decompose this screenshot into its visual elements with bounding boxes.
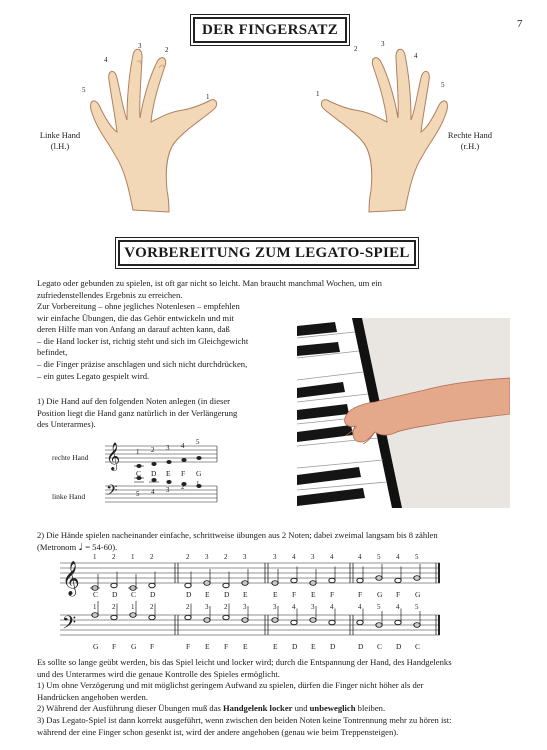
- bass-finger: 4: [358, 603, 362, 611]
- left-finger-2: 2: [165, 46, 169, 54]
- treble-letter: E: [205, 590, 210, 599]
- bass-note: [395, 620, 401, 625]
- left-hand-label: [30, 130, 90, 152]
- svg-text:𝄞: 𝄞: [62, 561, 80, 596]
- closing-line: und des Unterarmes wird die genaue Kontrolle des Spieles ermöglicht.: [37, 668, 280, 679]
- treble-finger: 1: [131, 553, 135, 561]
- right-hand-label: [440, 130, 500, 152]
- right-finger-5: 5: [441, 81, 445, 89]
- left-hand-illustration: [85, 40, 220, 215]
- bass-finger: 4: [292, 603, 296, 611]
- lh-finger: 4: [151, 488, 155, 496]
- bass-fingerings: [60, 603, 460, 613]
- bass-finger: 3: [273, 603, 277, 611]
- prep-line: deren Hilfe man von Anfang an darauf achten kann, daß: [37, 324, 230, 335]
- closing-line: 3) Das Legato-Spiel ist dann korrekt ausgeführt, wenn zwischen den beiden Noten keine Tontrennung mehr zu hören ist:: [37, 714, 452, 725]
- treble-letter: F: [396, 590, 401, 599]
- note-letter: F: [181, 469, 186, 478]
- bass-note: [185, 615, 191, 620]
- intro-line: zufriedenstellendes Ergebnis zu erreichen.: [37, 289, 183, 300]
- step1-line: Position liegt die Hand ganz natürlich in der Verlängerung: [37, 407, 238, 418]
- bass-finger: 1: [93, 603, 97, 611]
- bass-letter: F: [112, 642, 117, 651]
- bass-finger: 2: [150, 603, 154, 611]
- piano-photo: [297, 318, 510, 508]
- treble-letters: [60, 590, 460, 600]
- bass-letter: G: [93, 642, 99, 651]
- closing-line: während der eine Finger schon gesenkt ist, wird der andere angehoben (genau wie beim Treppensteigen).: [37, 726, 399, 737]
- treble-finger: 2: [112, 553, 116, 561]
- bass-finger: 5: [377, 603, 381, 611]
- bass-note: [149, 615, 155, 620]
- right-hand-illustration: [318, 40, 453, 215]
- treble-finger: 4: [292, 553, 296, 561]
- left-hand-name: Linke Hand: [39, 130, 81, 140]
- metronome-pre: (Metronom: [37, 541, 77, 552]
- bass-letter: C: [377, 642, 383, 651]
- left-finger-4: 4: [104, 56, 108, 64]
- wrist-pre: 2) Während der Ausführung dieser Übungen muß das: [37, 703, 223, 714]
- bass-letter: D: [330, 642, 336, 651]
- note-letter: C: [136, 469, 142, 478]
- treble-letter: D: [186, 590, 192, 599]
- bass-letter: F: [150, 642, 155, 651]
- bass-letter: D: [396, 642, 402, 651]
- treble-finger: 2: [224, 553, 228, 561]
- bass-letter: G: [131, 642, 137, 651]
- quarter-note-icon: ♩: [78, 541, 84, 553]
- treble-letter: D: [150, 590, 156, 599]
- closing-line: Es sollte so lange geübt werden, bis das Spiel leicht und locker wird; durch die Entspannung der Hand, des Handgelenks: [37, 657, 452, 667]
- bass-letter: D: [292, 642, 298, 651]
- bass-note: [223, 615, 229, 620]
- treble-finger: 3: [311, 553, 315, 561]
- rh-finger: 3: [166, 444, 170, 452]
- bass-finger: 2: [112, 603, 116, 611]
- treble-finger: 3: [273, 553, 277, 561]
- note-letter: G: [196, 469, 202, 478]
- bass-letter: C: [415, 642, 421, 651]
- prep-line: befindet,: [37, 347, 68, 358]
- right-finger-4: 4: [414, 52, 418, 60]
- treble-note: [329, 578, 335, 583]
- bass-letter: E: [243, 642, 248, 651]
- bass-finger: 3: [205, 603, 209, 611]
- step2-line: 2) Die Hände spielen nacheinander einfache, schrittweise übungen aus 2 Noten; dabei zweimal langsam bis 8 zählen: [37, 530, 438, 540]
- treble-letter: C: [131, 590, 137, 599]
- note-letter: D: [151, 469, 157, 478]
- treble-finger: 4: [396, 553, 400, 561]
- closing-line-wrist: [37, 703, 537, 715]
- left-finger-5: 5: [82, 86, 86, 94]
- treble-note: [395, 578, 401, 583]
- treble-note: [149, 583, 155, 588]
- treble-note: [223, 583, 229, 588]
- bass-finger: 4: [330, 603, 334, 611]
- lh-finger: 1: [196, 480, 200, 488]
- wrist-bold-2: unbeweglich: [309, 703, 356, 714]
- right-finger-3: 3: [381, 40, 385, 48]
- treble-letter: D: [112, 590, 118, 599]
- treble-finger: 2: [186, 553, 190, 561]
- treble-letter: G: [377, 590, 383, 599]
- treble-note: [185, 583, 191, 588]
- bass-finger: 4: [396, 603, 400, 611]
- treble-letter: G: [415, 590, 421, 599]
- rh-finger: 1: [136, 448, 140, 456]
- treble-letter: E: [273, 590, 278, 599]
- metronome-post: = 54-60).: [85, 541, 118, 552]
- right-hand-abbr: (r.H.): [460, 141, 480, 151]
- treble-finger: 3: [243, 553, 247, 561]
- bass-note: [329, 620, 335, 625]
- bass-finger: 2: [224, 603, 228, 611]
- left-finger-3: 3: [138, 42, 142, 50]
- treble-letter: D: [224, 590, 230, 599]
- wrist-bold-1: Handgelenk locker: [223, 703, 293, 714]
- bass-finger: 2: [186, 603, 190, 611]
- treble-finger: 1: [93, 553, 97, 561]
- prep-line: – die Hand locker ist, richtig steht und sich im Gleichgewicht: [37, 335, 249, 346]
- prep-paragraph: [37, 301, 297, 382]
- bass-letter: D: [358, 642, 364, 651]
- step1-paragraph: [37, 396, 297, 431]
- treble-finger: 2: [150, 553, 154, 561]
- fingersatz-title: DER FINGERSATZ: [193, 17, 347, 43]
- bass-note: [291, 620, 297, 625]
- bass-note: [357, 620, 363, 625]
- treble-note: [111, 583, 117, 588]
- closing-line: 1) Um ohne Verzögerung und mit möglichst geringem Aufwand zu spielen, dürfen die Finger nicht höher als der: [37, 680, 424, 691]
- left-hand-abbr: (l.H.): [50, 141, 70, 151]
- bass-letter: F: [224, 642, 229, 651]
- treble-finger: 5: [377, 553, 381, 561]
- bass-letter: E: [311, 642, 316, 651]
- svg-text:𝄢: 𝄢: [106, 482, 118, 503]
- treble-letter: E: [243, 590, 248, 599]
- page-number: 7: [517, 18, 523, 30]
- prep-line: – die Finger präzise anschlagen und sich nicht durchdrücken,: [37, 358, 248, 369]
- lh-label: linke Hand: [52, 492, 86, 501]
- intro-line: Legato oder gebunden zu spielen, ist oft gar nicht so leicht. Man braucht manchmal Wochen, um ein: [37, 278, 382, 288]
- note-letter: E: [166, 469, 171, 478]
- treble-finger: 5: [415, 553, 419, 561]
- right-finger-1: 1: [316, 90, 320, 98]
- closing-line: Handrücken angehoben werden.: [37, 691, 148, 702]
- treble-letter: F: [358, 590, 363, 599]
- treble-fingerings: [60, 553, 460, 563]
- legato-title: VORBEREITUNG ZUM LEGATO-SPIEL: [118, 240, 416, 266]
- hand-position-staff: [105, 432, 220, 507]
- step1-line: des Unterarmes).: [37, 419, 96, 430]
- closing-paragraph: [37, 657, 537, 738]
- right-hand-name: Rechte Hand: [447, 130, 493, 140]
- left-finger-1: 1: [206, 93, 210, 101]
- bass-finger: 1: [131, 603, 135, 611]
- bass-note: [111, 615, 117, 620]
- rh-finger: 2: [151, 446, 155, 454]
- bass-finger: 3: [311, 603, 315, 611]
- treble-note: [357, 578, 363, 583]
- treble-finger: 4: [358, 553, 362, 561]
- prep-line: wir einfache Übungen, die das Gehör entwickeln und mit: [37, 312, 234, 323]
- bass-letter: E: [205, 642, 210, 651]
- rh-finger: 5: [196, 438, 200, 446]
- treble-finger: 4: [330, 553, 334, 561]
- bass-finger: 5: [415, 603, 419, 611]
- treble-letter: E: [311, 590, 316, 599]
- treble-letter: C: [93, 590, 99, 599]
- rh-finger: 4: [181, 442, 185, 450]
- svg-text:𝄞: 𝄞: [106, 442, 121, 470]
- prep-line: Zur Vorbereitung – ohne jegliches Notenlesen – empfehlen: [37, 301, 240, 311]
- treble-letter: F: [292, 590, 297, 599]
- right-finger-2: 2: [354, 45, 358, 53]
- rh-label: rechte Hand: [52, 453, 89, 462]
- step1-line: 1) Die Hand auf den folgenden Noten anlegen (in dieser: [37, 396, 231, 406]
- lh-finger: 2: [181, 483, 185, 491]
- lh-finger: 5: [136, 490, 140, 498]
- wrist-mid: und: [292, 703, 310, 714]
- treble-finger: 3: [205, 553, 209, 561]
- lh-finger: 3: [166, 486, 170, 494]
- intro-paragraph: [37, 278, 517, 301]
- wrist-post: bleiben.: [355, 703, 386, 714]
- bass-letters: [60, 642, 460, 652]
- bass-finger: 3: [243, 603, 247, 611]
- treble-letter: F: [330, 590, 335, 599]
- treble-note: [291, 578, 297, 583]
- prep-line: – ein gutes Legato gespielt wird.: [37, 370, 150, 381]
- bass-letter: E: [273, 642, 278, 651]
- bass-letter: F: [186, 642, 191, 651]
- svg-text:𝄢: 𝄢: [62, 613, 77, 638]
